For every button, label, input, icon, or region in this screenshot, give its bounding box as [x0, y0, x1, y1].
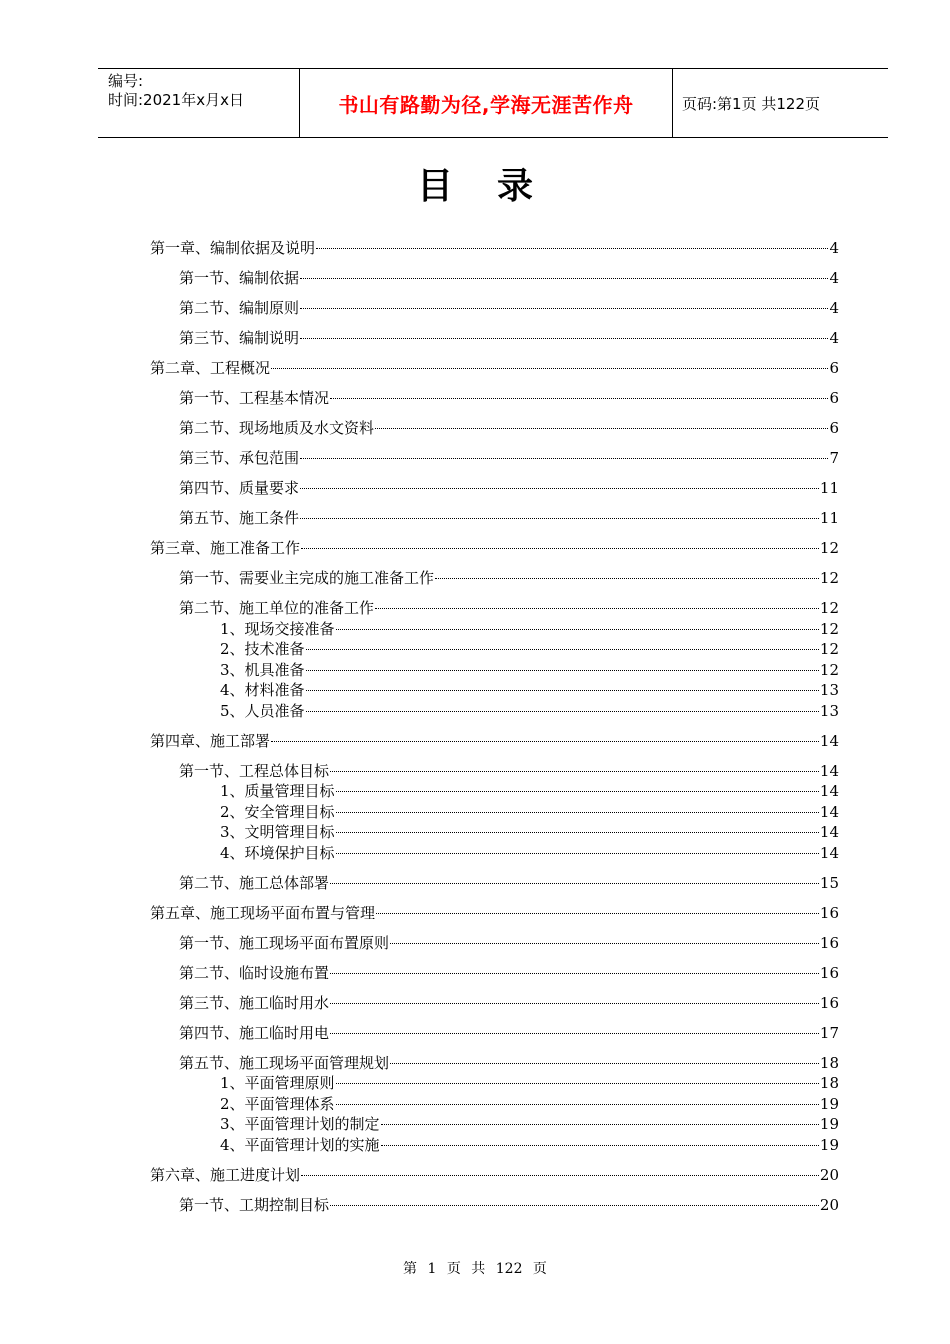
toc-entry-page-number: 14 — [819, 823, 839, 841]
toc-dot-leader — [300, 278, 828, 279]
toc-entry-page-number: 16 — [819, 963, 839, 982]
toc-entry-page-number: 12 — [819, 640, 839, 658]
toc-entry-page-number: 4 — [829, 269, 839, 287]
toc-entry-page-number: 7 — [829, 449, 839, 467]
toc-entry-page-number: 12 — [819, 599, 839, 617]
toc-dot-leader — [306, 690, 819, 691]
toc-entry[interactable] — [179, 389, 839, 407]
toc-entry-label: 第四章、施工部署 — [150, 731, 271, 750]
toc-dot-leader — [381, 1124, 819, 1125]
toc-entry-page-number: 4 — [829, 239, 839, 257]
toc-entry[interactable] — [220, 661, 839, 679]
toc-entry-page-number: 19 — [819, 1115, 839, 1133]
toc-entry-label: 第一节、施工现场平面布置原则 — [179, 933, 390, 952]
toc-entry[interactable] — [220, 620, 839, 638]
toc-entry[interactable] — [150, 239, 839, 257]
toc-dot-leader — [336, 812, 819, 813]
toc-entry[interactable] — [179, 569, 839, 587]
toc-entry-page-number: 14 — [819, 761, 839, 780]
toc-entry[interactable] — [179, 762, 839, 780]
toc-dot-leader — [316, 248, 828, 249]
toc-dot-leader — [336, 791, 819, 792]
toc-entry-page-number: 19 — [819, 1135, 839, 1154]
toc-entry[interactable] — [179, 1024, 839, 1042]
toc-entry-page-number: 14 — [819, 731, 839, 750]
toc-dot-leader — [301, 548, 819, 549]
header-page-info: 页码:第1页 共122页 — [682, 94, 820, 113]
toc-entry[interactable] — [179, 449, 839, 467]
toc-entry-label: 第五章、施工现场平面布置与管理 — [150, 903, 376, 922]
toc-entry-label: 第一章、编制依据及说明 — [150, 239, 316, 257]
toc-entry-page-number: 18 — [819, 1074, 839, 1092]
toc-entry-label: 第一节、工程总体目标 — [179, 761, 330, 780]
toc-entry-label: 2、平面管理体系 — [220, 1094, 335, 1113]
toc-dot-leader — [306, 711, 819, 712]
toc-entry-label: 第二节、施工单位的准备工作 — [179, 599, 375, 617]
toc-entry[interactable] — [220, 681, 839, 699]
toc-entry-label: 第四节、质量要求 — [179, 479, 300, 497]
toc-entry-page-number: 16 — [819, 933, 839, 952]
toc-dot-leader — [330, 1033, 819, 1034]
toc-entry[interactable] — [179, 509, 839, 527]
toc-entry-page-number: 14 — [819, 843, 839, 862]
toc-dot-leader — [336, 853, 819, 854]
toc-entry-label: 1、现场交接准备 — [220, 619, 335, 638]
toc-entry[interactable] — [179, 599, 839, 617]
toc-entry-label: 1、平面管理原则 — [220, 1074, 335, 1092]
toc-entry-page-number: 20 — [819, 1165, 839, 1184]
toc-entry-page-number: 6 — [829, 359, 839, 377]
toc-dot-leader — [300, 308, 828, 309]
toc-entry[interactable] — [179, 299, 839, 317]
toc-entry-page-number: 13 — [819, 681, 839, 699]
toc-entry[interactable] — [179, 269, 839, 287]
toc-entry[interactable] — [220, 1074, 839, 1092]
toc-entry-label: 2、安全管理目标 — [220, 802, 335, 821]
toc-dot-leader — [336, 832, 819, 833]
page-title: 目录 — [416, 166, 577, 207]
toc-entry[interactable] — [220, 640, 839, 658]
toc-entry[interactable] — [150, 732, 839, 750]
toc-dot-leader — [375, 608, 819, 609]
toc-dot-leader — [330, 771, 819, 772]
serial-number-label: 编号: — [108, 72, 144, 90]
toc-entry[interactable] — [220, 844, 839, 862]
toc-entry-page-number: 12 — [819, 539, 839, 557]
toc-entry-label: 3、平面管理计划的制定 — [220, 1115, 380, 1133]
toc-entry-label: 第二节、编制原则 — [179, 299, 300, 317]
toc-entry[interactable] — [220, 702, 839, 720]
toc-dot-leader — [336, 1083, 819, 1084]
toc-dot-leader — [435, 578, 819, 579]
toc-entry[interactable] — [220, 803, 839, 821]
toc-entry-page-number: 4 — [829, 299, 839, 317]
toc-entry-label: 第一节、需要业主完成的施工准备工作 — [179, 569, 435, 587]
toc-entry-label: 第五节、施工条件 — [179, 509, 300, 527]
toc-entry[interactable] — [150, 539, 839, 557]
toc-entry[interactable] — [179, 1196, 839, 1214]
toc-entry[interactable] — [179, 934, 839, 952]
toc-entry-label: 4、环境保护目标 — [220, 843, 335, 862]
toc-entry-page-number: 18 — [819, 1053, 839, 1072]
toc-entry-page-number: 17 — [819, 1023, 839, 1042]
toc-entry-label: 第二节、施工总体部署 — [179, 873, 330, 892]
toc-entry-page-number: 6 — [829, 389, 839, 407]
toc-dot-leader — [376, 913, 819, 914]
toc-entry[interactable] — [220, 1115, 839, 1133]
toc-dot-leader — [300, 338, 828, 339]
toc-entry-label: 第三节、承包范围 — [179, 449, 300, 467]
toc-dot-leader — [271, 741, 819, 742]
page-footer: 第 1 页 共 122 页 — [403, 1261, 547, 1277]
toc-entry-label: 3、机具准备 — [220, 660, 305, 679]
toc-dot-leader — [300, 488, 819, 489]
toc-dot-leader — [306, 670, 819, 671]
toc-entry-page-number: 14 — [819, 782, 839, 800]
toc-entry[interactable] — [179, 1054, 839, 1072]
toc-entry-page-number: 16 — [819, 903, 839, 922]
toc-entry-page-number: 16 — [819, 993, 839, 1012]
toc-dot-leader — [390, 1063, 819, 1064]
toc-entry-label: 第三章、施工准备工作 — [150, 539, 301, 557]
toc-dot-leader — [271, 368, 828, 369]
toc-entry[interactable] — [220, 1095, 839, 1113]
toc-entry[interactable] — [179, 994, 839, 1012]
toc-entry-page-number: 6 — [829, 419, 839, 437]
toc-dot-leader — [330, 1205, 819, 1206]
toc-entry-page-number: 11 — [819, 509, 839, 527]
toc-entry-page-number: 15 — [819, 873, 839, 892]
toc-dot-leader — [300, 458, 828, 459]
toc-entry[interactable] — [220, 823, 839, 841]
toc-dot-leader — [306, 649, 819, 650]
toc-dot-leader — [381, 1145, 819, 1146]
toc-entry-page-number: 13 — [819, 701, 839, 720]
toc-entry-label: 4、材料准备 — [220, 681, 305, 699]
toc-entry[interactable] — [220, 1136, 839, 1154]
toc-entry-page-number: 4 — [829, 329, 839, 347]
toc-dot-leader — [330, 883, 819, 884]
toc-entry-label: 5、人员准备 — [220, 701, 305, 720]
toc-entry-label: 第一节、编制依据 — [179, 269, 300, 287]
toc-dot-leader — [300, 518, 819, 519]
toc-entry-label: 第二章、工程概况 — [150, 359, 271, 377]
toc-entry-label: 第一节、工期控制目标 — [179, 1195, 330, 1214]
toc-entry-page-number: 20 — [819, 1195, 839, 1214]
toc-entry[interactable] — [220, 782, 839, 800]
toc-entry-label: 第六章、施工进度计划 — [150, 1165, 301, 1184]
toc-entry-page-number: 19 — [819, 1094, 839, 1113]
toc-entry-label: 第二节、现场地质及水文资料 — [179, 419, 375, 437]
toc-entry-label: 1、质量管理目标 — [220, 782, 335, 800]
toc-entry[interactable] — [179, 419, 839, 437]
toc-dot-leader — [330, 1003, 819, 1004]
toc-entry-label: 第一节、工程基本情况 — [179, 389, 330, 407]
toc-entry-label: 第四节、施工临时用电 — [179, 1023, 330, 1042]
toc-entry[interactable] — [150, 904, 839, 922]
time-label: 时间:2021年x月x日 — [108, 91, 244, 109]
toc-dot-leader — [301, 1175, 819, 1176]
toc-dot-leader — [330, 398, 828, 399]
toc-entry-label: 3、文明管理目标 — [220, 823, 335, 841]
toc-entry-label: 第五节、施工现场平面管理规划 — [179, 1053, 390, 1072]
toc-entry[interactable] — [179, 874, 839, 892]
toc-dot-leader — [336, 1104, 819, 1105]
toc-dot-leader — [330, 973, 819, 974]
toc-entry[interactable] — [179, 479, 839, 497]
toc-entry-label: 第三节、施工临时用水 — [179, 993, 330, 1012]
toc-entry-label: 2、技术准备 — [220, 640, 305, 658]
toc-entry[interactable] — [150, 359, 839, 377]
toc-entry-label: 4、平面管理计划的实施 — [220, 1135, 380, 1154]
toc-entry[interactable] — [179, 964, 839, 982]
toc-dot-leader — [375, 428, 828, 429]
toc-entry-page-number: 12 — [819, 569, 839, 587]
toc-entry-page-number: 14 — [819, 802, 839, 821]
toc-entry[interactable] — [150, 1166, 839, 1184]
toc-entry-label: 第二节、临时设施布置 — [179, 963, 330, 982]
toc-entry-page-number: 12 — [819, 619, 839, 638]
toc-entry[interactable] — [179, 329, 839, 347]
toc-entry-label: 第三节、编制说明 — [179, 329, 300, 347]
toc-entry-page-number: 12 — [819, 660, 839, 679]
header-motto: 书山有路勤为径,学海无涯苦作舟 — [300, 69, 673, 137]
toc-dot-leader — [390, 943, 819, 944]
toc-entry-page-number: 11 — [819, 479, 839, 497]
toc-dot-leader — [336, 629, 819, 630]
